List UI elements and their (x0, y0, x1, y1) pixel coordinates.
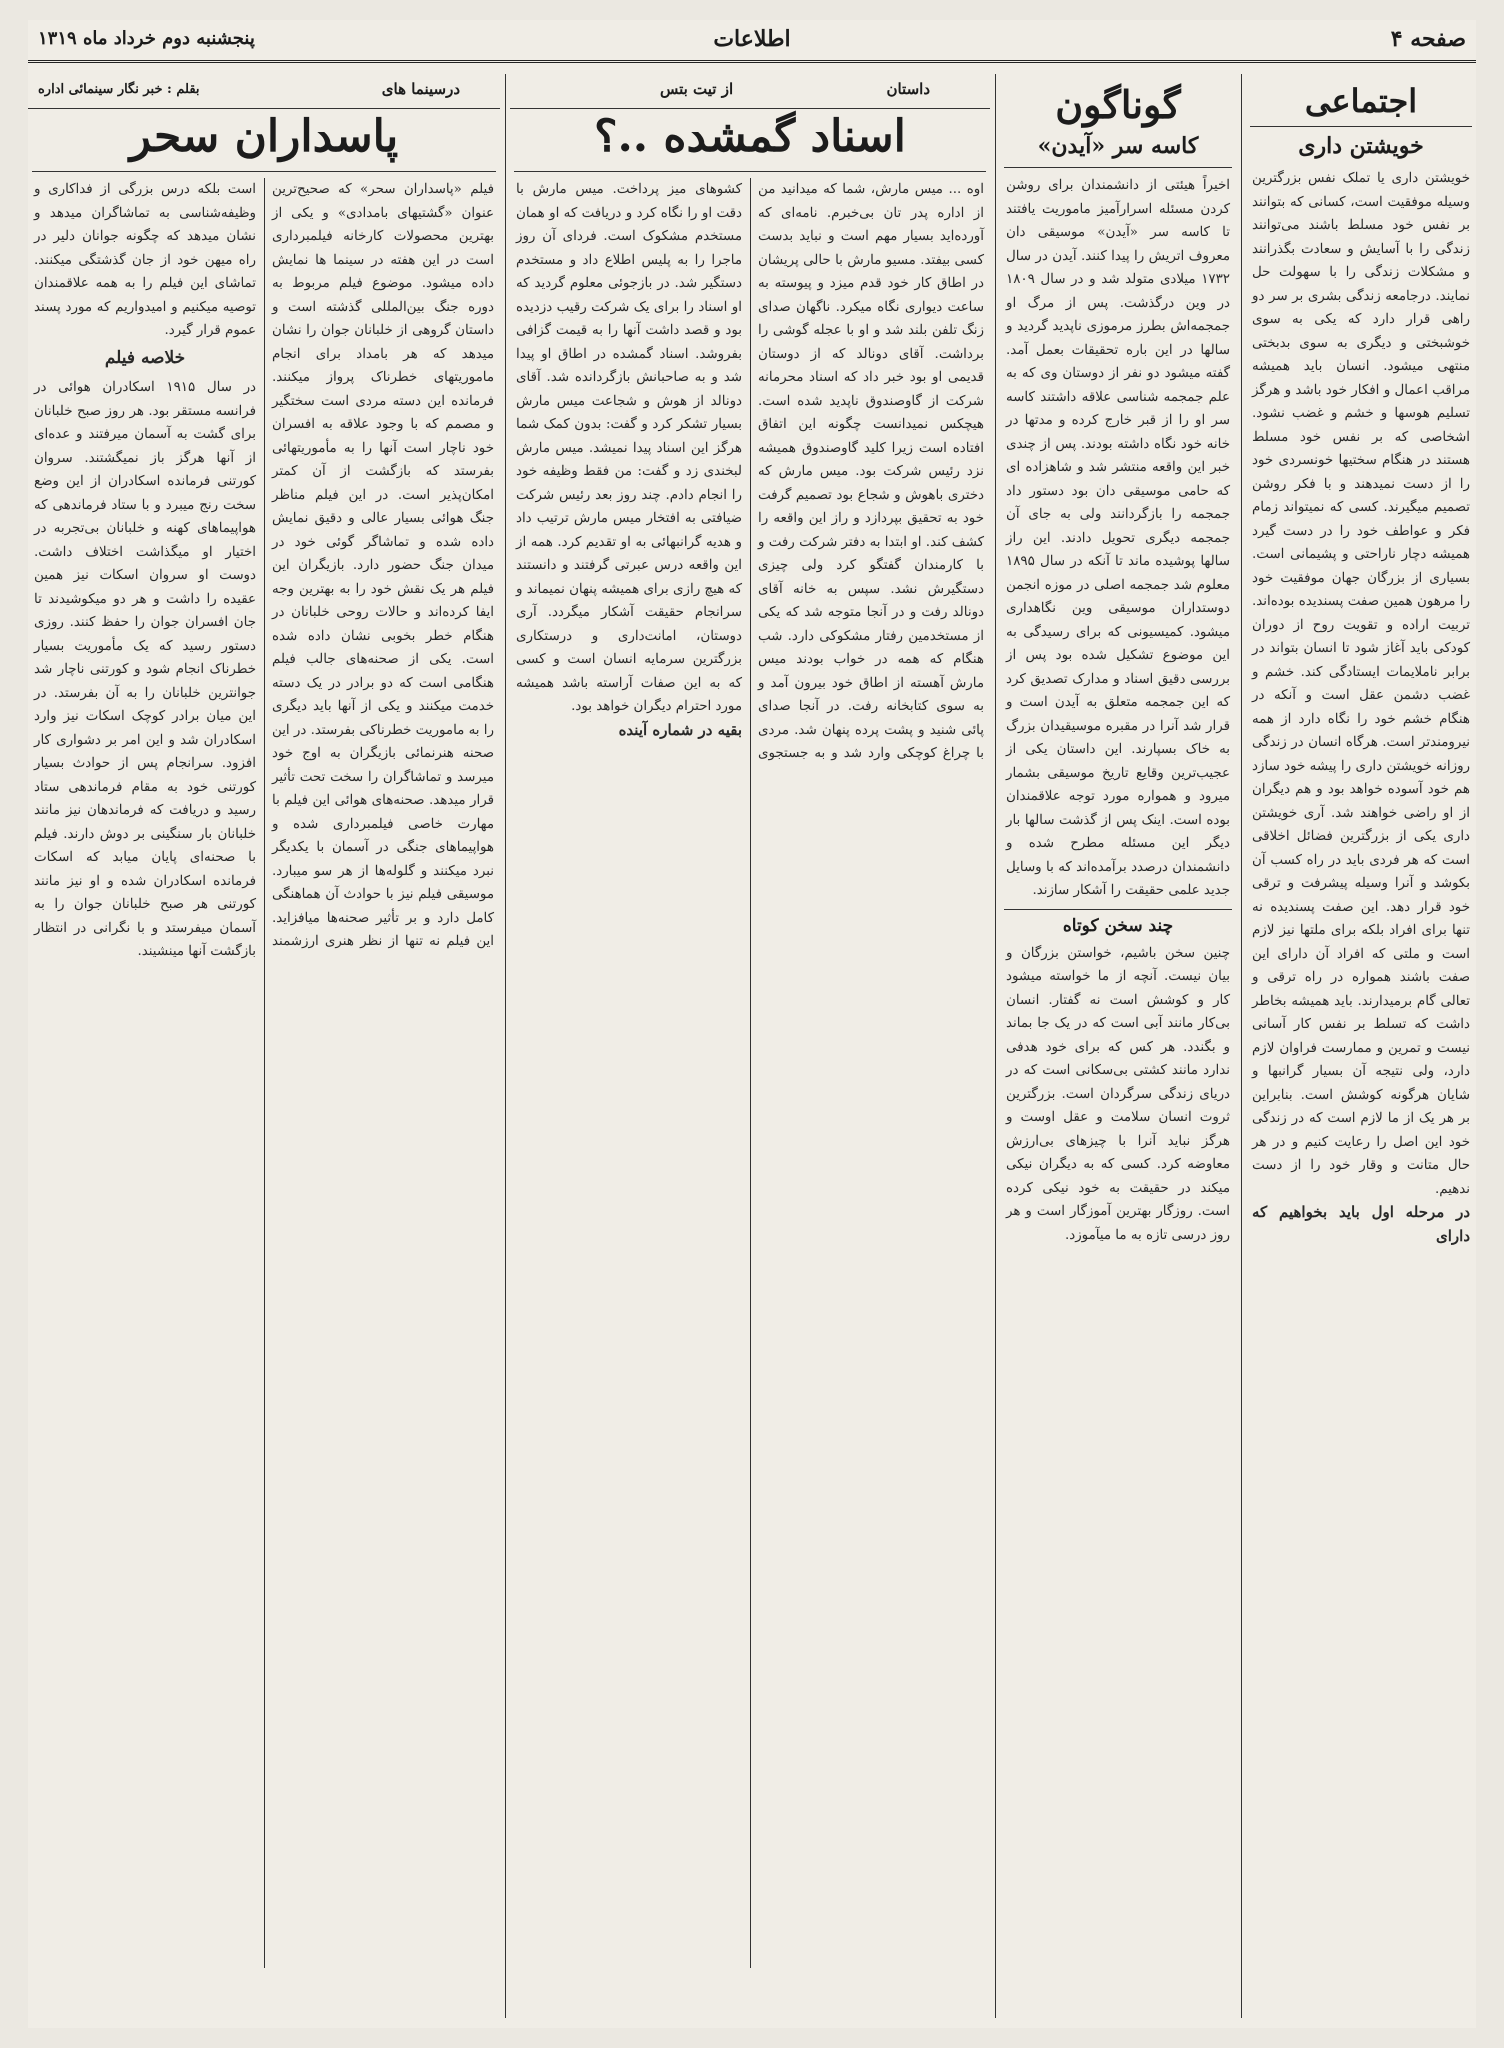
cinema-byline: بقلم : خبر نگار سینمائی اداره (38, 82, 200, 97)
story-headline: اسناد گمشده ..؟ (594, 111, 906, 162)
cinema-body (28, 178, 500, 1968)
newspaper-page (28, 20, 1476, 2028)
misc-section-title: گوناگون (1055, 82, 1181, 127)
page-number: صفحه ۴ (1390, 26, 1466, 52)
misc-article-body-2: چنین سخن باشیم، خواستن بزرگان و بیان نیست. آنچه از ما خواسته میشود کار و کوشش است نه گفتار. انسان بی‌کار مانند آبی است که در یک جا بماند و بگندد. هر کس که برای خود هدفی ندارد مانند کشتی بی‌سکانی است که در دریای زندگی سرگردان است. بزرگترین ثروت انسان سلامت و عقل اوست و هرگز نباید آنرا با چیزهای بی‌ارزش معاوضه کرد. کسی که به دیگران نیکی میکند در حقیقت به خود نیکی کرده است. روزگار بهترین آموزگار است و هر روز درسی تازه به ما میآموزد. (1006, 945, 1230, 1243)
issue-date: پنجشنبه دوم خرداد ماه ۱۳۱۹ (38, 28, 255, 49)
column-rule (1241, 74, 1242, 2018)
page-header (28, 20, 1476, 63)
social-article-title: خویشتن داری (1298, 133, 1424, 159)
column-rule (505, 74, 506, 2018)
story-kicker-row (510, 74, 990, 109)
social-column (1246, 74, 1476, 2018)
film-summary-title: خلاصه فیلم (104, 347, 186, 368)
misc-column (1000, 74, 1236, 2018)
misc-article-title: کاسه سر «آیدن» (1037, 133, 1199, 159)
story-text: اوه ... میس مارش، شما که میدانید من از اداره پدر تان بی‌خبرم. نامه‌ای که آورده‌اید بسیار مهم است و نباید بدست کسی بیفتد. مسیو مارش با حالی پریشان در اطاق کار خود قدم میزد و پیوسته به ساعت دیواری نگاه میکرد. ناگهان صدای زنگ تلفن بلند شد و او با عجله گوشی را برداشت. آقای دونالد که از دوستان قدیمی او بود خبر داد که اسناد محرمانه شرکت از گاوصندوق ناپدید شده است. هیچکس نمیدانست چگونه این اتفاق افتاده است زیرا کلید گاوصندوق همیشه نزد رئیس شرکت بود. میس مارش که دختری باهوش و شجاع بود تصمیم گرفت خود به تحقیق بپردازد و راز این واقعه را کشف کند. او ابتدا به دفتر شرکت رفت و با کارمندان گفتگو کرد ولی چیزی دستگیرش نشد. سپس به خانه آقای دونالد رفت و در آنجا متوجه شد که یکی از مستخدمین رفتار مشکوکی دارد. شب هنگام که همه در خواب بودند میس مارش آهسته از اطاق خود بیرون آمد و به سوی کتابخانه رفت. در آنجا صدای پائی شنید و پشت پرده پنهان شد. مردی با چراغ کوچکی وارد شد و به جستجوی کشوهای میز پرداخت. میس مارش با دقت او را نگاه کرد و دریافت که او همان مستخدم مشکوک است. فردای آن روز ماجرا را به پلیس اطلاع داد و مستخدم دستگیر شد. در بازجوئی معلوم گردید که او اسناد را برای یک شرکت رقیب دزدیده بود و قصد داشت آنها را به قیمت گزافی بفروشد. اسناد گمشده در اطاق او پیدا شد و به صاحبانش بازگردانده شد. آقای دونالد از هوش و شجاعت میس مارش بسیار تشکر کرد و گفت: بدون کمک شما هرگز این اسناد پیدا نمیشد. میس مارش لبخندی زد و گفت: من فقط وظیفه خود را انجام دادم. چند روز بعد رئیس شرکت ضیافتی به افتخار میس مارش ترتیب داد و هدیه گرانبهائی به او تقدیم کرد. همه از این واقعه درس عبرتی گرفتند و دانستند که هیچ رازی برای همیشه پنهان نمیماند و سرانجام حقیقت آشکار میگردد. آری دوستان، امانت‌داری و درستکاری بزرگترین سرمایه انسان است و کسی که به این صفات آراسته باشد همیشه مورد احترام دیگران خواهد بود. (516, 182, 984, 761)
story-kicker: داستان (886, 80, 930, 98)
misc-sub-title: چند سخن کوتاه (1062, 915, 1174, 936)
social-section-title: اجتماعی (1304, 82, 1418, 120)
misc-article-body: اخیراً هیئتی از دانشمندان برای روشن کردن مسئله اسرارآمیز ماموریت یافتند تا کاسه سر «آیدن» موسیقی دان معروف اتریش را پیدا کنند. آیدن در سال ۱۷۳۲ میلادی متولد شد و در سال ۱۸۰۹ در وین درگذشت. پس از مرگ او جمجمه‌اش بطرز مرموزی ناپدید گردید و سالها در این باره تحقیقات بعمل آمد. گفته میشود دو نفر از دوستان وی که به علم جمجمه شناسی علاقه داشتند کاسه سر او را از قبر خارج کرده و مدتها در خانه خود نگاه داشته بودند. پس از چندی خبر این واقعه منتشر شد و شاهزاده ای که حامی موسیقی دان بود دستور داد جمجمه را بازگردانند ولی به جای آن جمجمه دیگری تحویل دادند. این راز سالها پوشیده ماند تا آنکه در سال ۱۸۹۵ معلوم شد جمجمه اصلی در موزه انجمن دوستداران موسیقی وین نگاهداری میشود. کمیسیونی که برای رسیدگی به این موضوع تشکیل شده بود پس از بررسی دقیق اسناد و مدارک تصدیق کرد که این جمجمه متعلق به آیدن است و قرار شد آنرا در مقبره موسیقیدان بزرگ به خاک بسپارند. این داستان یکی از عجیب‌ترین وقایع تاریخ موسیقی بشمار میرود و همواره مورد توجه علاقمندان بوده است. اینک پس از گذشت سالها بار دیگر این مسئله مطرح شده و دانشمندان درصدد برآمده‌اند که با وسایل جدید علمی حقیقت را آشکار سازند. (1006, 178, 1230, 898)
social-article-body: خویشتن داری یا تملک نفس بزرگترین وسیله موفقیت است، کسانی که بتوانند بر نفس خود مسلط باشند می‌توانند زندگی را با آسایش و سعادت بگذرانند و مشکلات زندگی را با سهولت حل نمایند. درجامعه زندگی بشری بر سر دو راهی قرار دارد که یکی به سوی خوشبختی و دیگری به سوی بدبختی منتهی میشود. انسان باید همیشه مراقب اعمال و افکار خود باشد و هرگز تسلیم هوسها و خشم و غضب نشود. اشخاصی که بر نفس خود مسلط هستند در هنگام سختیها خونسردی خود را از دست نمیدهند و با فکر روشن تصمیم میگیرند. کسی که نمیتواند زمام فکر و عواطف خود را در دست گیرد همیشه دچار ناراحتی و پشیمانی است. بسیاری از بزرگان جهان موفقیت خود را مرهون همین صفت پسندیده بوده‌اند. تربیت اراده و تقویت روح از دوران کودکی باید آغاز شود تا انسان بتواند در برابر ناملایمات ایستادگی کند. خشم و غضب دشمن عقل است و آنکه در هنگام خشم خود را نگاه دارد از همه نیرومندتر است. هرگاه انسان در زندگی روزانه خویشتن داری را پیشه خود سازد هم خود آسوده خواهد بود و هم دیگران از او راضی خواهند شد. آری خویشتن داری یکی از بزرگترین فضائل اخلاقی است که هر فردی باید در راه کسب آن بکوشد و آنرا وسیله پیشرفت و ترقی خود قرار دهد. این صفت پسندیده نه تنها برای افراد بلکه برای ملتها نیز لازم است و ملتی که افراد آن دارای این صفت باشند همواره در راه ترقی و تعالی گام برمیدارند. باید همیشه بخاطر داشت که تسلط بر نفس کار آسانی نیست و تمرین و ممارست فراوان لازم دارد، ولی نتیجه آن بسیار گرانبها و شایان هرگونه کوشش است. بنابراین بر هر یک از ما لازم است که در زندگی خود این اصل را رعایت کنیم و در هر حال متانت و وقار خود را از دست ندهیم. (1252, 171, 1470, 1197)
social-article-footer: در مرحله اول باید بخواهیم که دارای (1252, 1203, 1470, 1245)
story-section (510, 74, 990, 2018)
story-source: از تیت بتس (660, 80, 734, 98)
column-rule (995, 74, 996, 2018)
cinema-kicker: درسینما های (381, 80, 460, 98)
cinema-headline: پاسداران سحر (129, 111, 399, 162)
cinema-kicker-row (28, 74, 500, 109)
cinema-text: فیلم «پاسداران سحر» که صحیح‌ترین عنوان «گشتیهای بامدادی» و یکی از بهترین محصولات کارخانه فیلمبرداری است در این هفته در سینما ها نمایش داده میشود. موضوع فیلم مربوط به دوره جنگ بین‌المللی گذشته است و داستان گروهی از خلبانان جوان را نشان میدهد که هر بامداد برای انجام ماموریتهای خطرناک پرواز میکنند. فرمانده این دسته مردی است سختگیر و مصمم که با وجود علاقه به افسران خود ناچار است آنها را به مأموریتهائی بفرستد که بازگشت از آن کمتر امکان‌پذیر است. در این فیلم مناظر جنگ هوائی بسیار عالی و دقیق نمایش داده شده و تماشاگر گوئی خود در میدان جنگ حضور دارد. بازیگران این فیلم هر یک نقش خود را به بهترین وجه ایفا کرده‌اند و حالات روحی خلبانان در هنگام خطر بخوبی نشان داده شده است. یکی از صحنه‌های جالب فیلم هنگامی است که دو برادر در یک دسته خدمت میکنند و یکی از آنها باید دیگری را به ماموریت خطرناکی بفرستد. در این صحنه هنرنمائی بازیگران به اوج خود میرسد و تماشاگران را سخت تحت تأثیر قرار میدهد. صحنه‌های هوائی این فیلم با مهارت خاصی فیلمبرداری شده و هواپیماهای جنگی در آسمان با یکدیگر نبرد میکنند و گلوله‌ها از هر سو میبارد. موسیقی فیلم نیز با حوادث آن هماهنگی کامل دارد و بر تأثیر صحنه‌ها میافزاید. این فیلم نه تنها از نظر هنری ارزشمند است بلکه درس بزرگی از فداکاری و وظیفه‌شناسی به تماشاگران میدهد و نشان میدهد که چگونه جوانان دلیر در راه میهن خود از جان گذشتگی میکنند. تماشای این فیلم را به همه علاقمندان توصیه میکنیم و امیدواریم که مورد پسند عموم قرار گیرد. (34, 182, 494, 949)
cinema-section (28, 74, 500, 2018)
film-summary-text: در سال ۱۹۱۵ اسکادران هوائی در فرانسه مستقر بود. هر روز صبح خلبانان برای گشت به آسمان میرفتند و عده‌ای از آنها هرگز باز نمیگشتند. سروان کورتنی فرمانده اسکادران از این وضع سخت رنج میبرد و با ستاد فرماندهی که هواپیماهای کهنه و خلبانان بی‌تجربه در اختیار او میگذاشت اختلاف داشت. دوست او سروان اسکات نیز همین عقیده را داشت و هر دو میکوشیدند تا جان افسران جوان را حفظ کنند. روزی دستور رسید که یک مأموریت بسیار خطرناک انجام شود و کورتنی ناچار شد جوانترین خلبانان را به آن بفرستد. در این میان برادر کوچک اسکات نیز وارد اسکادران شد و این امر بر دشواری کار افزود. سرانجام پس از حوادث بسیار کورتنی خود به مقام فرماندهی ستاد رسید و دریافت که فرماندهان نیز مانند خلبانان بار سنگینی بر دوش دارند. فیلم با صحنه‌ای پایان میابد که اسکات فرمانده اسکادران شده و او نیز مانند کورتنی هر صبح خلبانان جوان را به آسمان میفرستد و با نگرانی در انتظار بازگشت آنها مینشیند. (34, 380, 256, 959)
masthead: اطلاعات (713, 26, 791, 52)
story-closing: بقیه در شماره آینده (618, 720, 742, 739)
story-body (510, 178, 990, 1968)
